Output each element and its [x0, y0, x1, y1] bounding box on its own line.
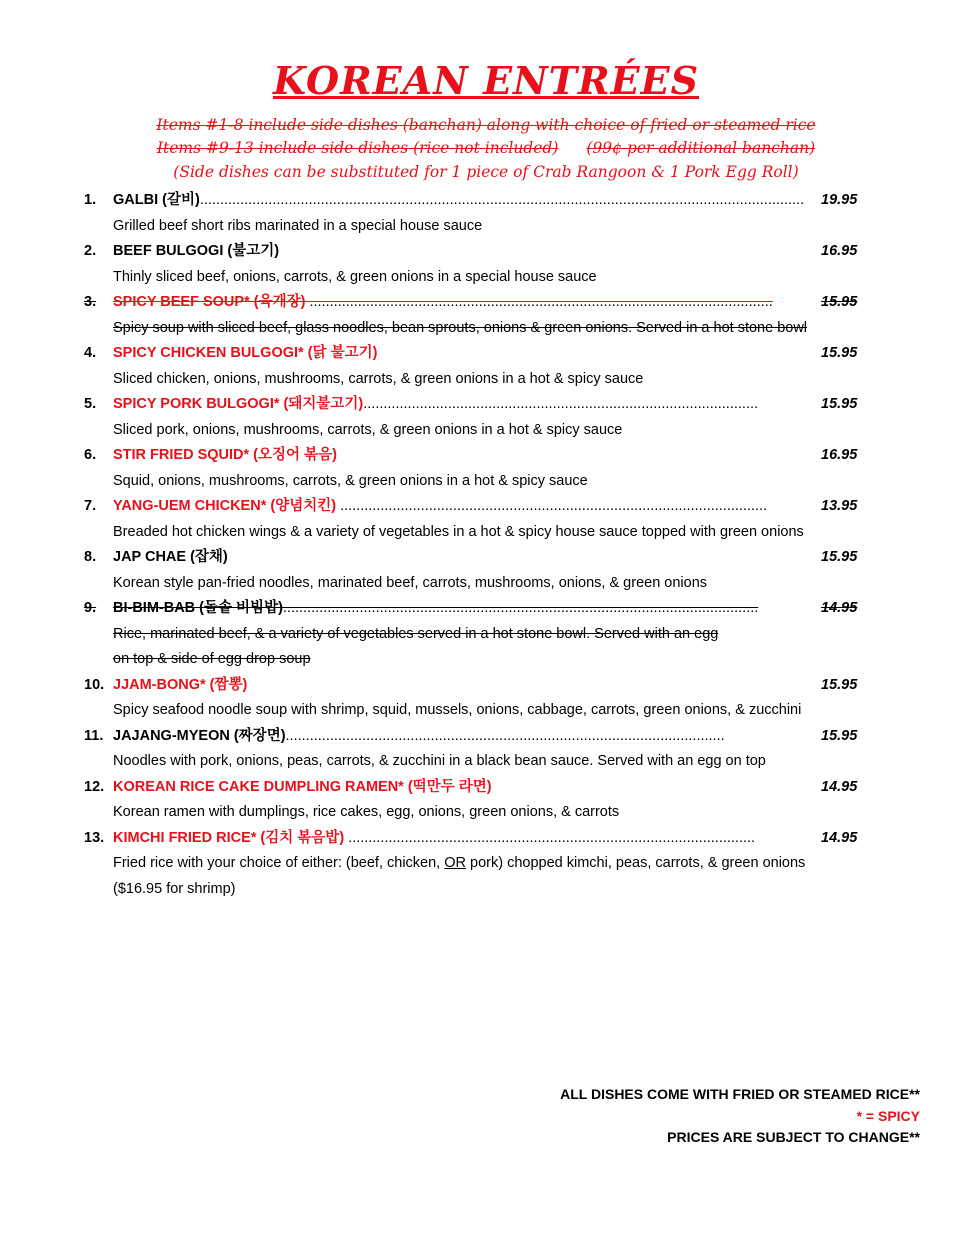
dot-leader: .................................................................................................. [363, 396, 759, 412]
item-description [84, 851, 884, 877]
item-name: YANG-UEM CHICKEN* (양념치킨) [113, 498, 337, 514]
menu-item [84, 341, 884, 392]
item-name: GALBI (갈비) [113, 192, 200, 208]
item-price: 15.95 [821, 345, 858, 361]
item-price: 14.95 [821, 778, 858, 795]
menu-item [84, 826, 884, 903]
note-additional-banchan: (99¢ per additional banchan) [586, 139, 816, 157]
item-description: Sliced chicken, onions, mushrooms, carrots, & green onions in a hot & spicy sauce [113, 370, 644, 387]
dot-leader: ...................................................................................................................................................... [199, 192, 805, 208]
footer-notes [560, 1084, 920, 1149]
dot-leader: ................................................................................................................... [305, 294, 773, 310]
item-name: SPICY PORK BULGOGI* (돼지불고기) [113, 396, 364, 412]
item-price: 16.95 [821, 447, 858, 463]
item-description: Breaded hot chicken wings & a variety of vegetables in a hot & spicy house sauce topped with green onions [113, 523, 804, 540]
item-number: 6. [84, 447, 97, 463]
note-included-sides-9-13 [0, 139, 972, 157]
dot-leader: .......................................................................................................... [336, 498, 768, 514]
item-price: 14.95 [821, 600, 858, 616]
item-name: SPICY BEEF SOUP* (육개장) [113, 294, 306, 310]
menu-item-unavailable [84, 596, 884, 673]
item-description-continued: ($16.95 for shrimp) [113, 880, 236, 897]
footer-rice-note: ALL DISHES COME WITH FRIED OR STEAMED RICE** [560, 1086, 920, 1102]
item-description: Noodles with pork, onions, peas, carrots, & zucchini in a black bean sauce. Served with an egg on top [113, 753, 766, 769]
dot-leader: ...................................................................................................................... [282, 600, 759, 616]
item-description: Sliced pork, onions, mushrooms, carrots, & green onions in a hot & spicy sauce [113, 421, 623, 438]
dot-leader: ..................................................................................................... [344, 829, 756, 846]
item-description: Korean style pan-fried noodles, marinated beef, carrots, mushrooms, onions, & green onions [113, 574, 708, 591]
item-price: 15.95 [821, 396, 858, 412]
menu-item [84, 724, 884, 775]
item-name: BEEF BULGOGI (불고기) [113, 243, 280, 259]
item-description: Spicy soup with sliced beef, glass noodles, bean sprouts, onions & green onions. Served in a hot stone bowl [113, 319, 808, 336]
item-price: 19.95 [821, 192, 858, 208]
menu-item [84, 673, 884, 724]
item-name: BI-BIM-BAB (돌솥 비빔밥) [113, 600, 283, 616]
menu-item [84, 188, 884, 239]
item-number: 3. [84, 294, 97, 310]
item-price: 15.95 [821, 676, 858, 693]
item-price: 16.95 [821, 243, 858, 259]
menu-item [84, 443, 884, 494]
description-text: Fried rice with your choice of either: (beef, chicken, [113, 855, 445, 871]
item-name: JAP CHAE (잡채) [113, 549, 228, 565]
item-description: Grilled beef short ribs marinated in a special house sauce [113, 217, 483, 234]
item-number: 11. [84, 727, 104, 744]
description-text: pork) chopped kimchi, peas, carrots, & green onions [465, 855, 806, 871]
item-description: Korean ramen with dumplings, rice cakes, egg, onions, green onions, & carrots [113, 804, 620, 820]
item-number: 8. [84, 549, 97, 565]
item-description: Squid, onions, mushrooms, carrots, & green onions in a hot & spicy sauce [113, 472, 588, 489]
footer-spicy-legend: * = SPICY [856, 1107, 920, 1124]
page-title: KOREAN ENTRÉES [272, 58, 700, 103]
note-substitution: (Side dishes can be substituted for 1 piece of Crab Rangoon & 1 Pork Egg Roll) [173, 163, 799, 181]
item-number: 2. [84, 243, 97, 259]
item-number: 9. [84, 600, 97, 616]
item-number: 1. [84, 192, 97, 208]
item-description: Thinly sliced beef, onions, carrots, & green onions in a special house sauce [113, 268, 597, 285]
item-price: 15.95 [821, 727, 858, 744]
note-included-sides-1-8: Items #1-8 include side dishes (banchan) along with choice of fried or steamed rice [156, 116, 816, 134]
menu-list [84, 188, 884, 902]
item-name: JJAM-BONG* (짬뽕) [113, 676, 248, 693]
note-sides-no-rice: Items #9-13 include side dishes (rice not included) [156, 139, 559, 157]
item-name: JAJANG-MYEON (짜장면) [113, 727, 286, 744]
item-price: 15.95 [821, 549, 858, 565]
menu-item [84, 494, 884, 545]
item-price: 15.95 [821, 294, 858, 310]
item-name: STIR FRIED SQUID* (오징어 볶음) [113, 447, 337, 463]
item-number: 7. [84, 498, 97, 514]
item-number: 5. [84, 396, 97, 412]
menu-item-unavailable [84, 290, 884, 341]
item-number: 13. [84, 829, 105, 846]
item-number: 4. [84, 345, 97, 361]
item-description: Rice, marinated beef, & a variety of vegetables served in a hot stone bowl. Served with an egg [113, 625, 719, 642]
item-number: 10. [84, 676, 105, 693]
item-price: 13.95 [821, 498, 858, 514]
item-price: 14.95 [821, 829, 858, 846]
item-description-continued: on top & side of egg drop soup [113, 651, 311, 667]
item-name: KOREAN RICE CAKE DUMPLING RAMEN* (떡만두 라면) [113, 778, 492, 795]
item-name: SPICY CHICKEN BULGOGI* (닭 불고기) [113, 345, 378, 361]
menu-item [84, 239, 884, 290]
description-underlined-or: OR [444, 855, 466, 871]
menu-item [84, 775, 884, 826]
footer-price-note: PRICES ARE SUBJECT TO CHANGE** [667, 1129, 920, 1145]
menu-item [84, 545, 884, 596]
item-number: 12. [84, 778, 105, 795]
dot-leader: ............................................................................................................. [285, 727, 725, 744]
item-name: KIMCHI FRIED RICE* (김치 볶음밥) [113, 829, 345, 846]
menu-item [84, 392, 884, 443]
item-description: Spicy seafood noodle soup with shrimp, squid, mussels, onions, cabbage, carrots, green onions, & zucchini [113, 702, 802, 718]
